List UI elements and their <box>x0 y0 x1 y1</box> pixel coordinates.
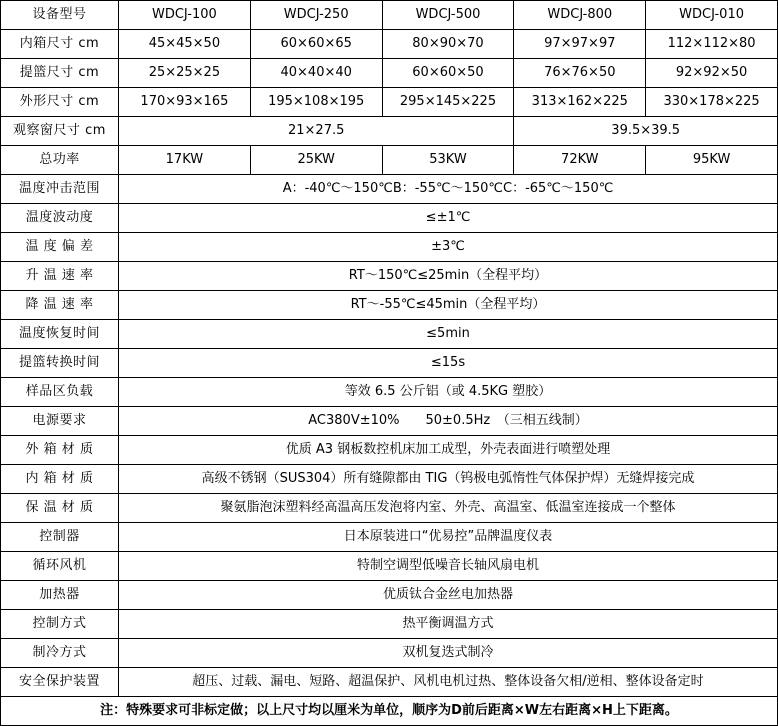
cell-inner-box-size: 45×45×50 <box>119 30 251 59</box>
cell-controller: 日本原装进口“优易控”品牌温度仪表 <box>119 523 778 552</box>
table-row <box>1 639 778 668</box>
table-row <box>1 465 778 494</box>
row-label-inner-box-size: 内箱尺寸 cm <box>1 30 119 59</box>
row-label-outer-size: 外形尺寸 cm <box>1 88 119 117</box>
table-row <box>1 668 778 697</box>
table-row <box>1 494 778 523</box>
row-label-sample-load: 样品区负载 <box>1 378 119 407</box>
cell-sample-load: 等效 6.5 公斤铝（或 4.5KG 塑胶） <box>119 378 778 407</box>
cell-basket-size: 76×76×50 <box>514 59 646 88</box>
model-cell: WDCJ-500 <box>382 1 514 30</box>
cell-basket-switch-time: ≤15s <box>119 349 778 378</box>
cell-outer-size: 195×108×195 <box>250 88 382 117</box>
model-cell: WDCJ-100 <box>119 1 251 30</box>
row-label-safety-devices: 安全保护装置 <box>1 668 119 697</box>
table-row <box>1 436 778 465</box>
table-row <box>1 204 778 233</box>
table-row <box>1 610 778 639</box>
row-label-power-requirement: 电源要求 <box>1 407 119 436</box>
row-label-inner-box-material: 内 箱 材 质 <box>1 465 119 494</box>
cell-total-power: 53KW <box>382 146 514 175</box>
row-label-circulation-fan: 循环风机 <box>1 552 119 581</box>
row-label-temp-recovery-time: 温度恢复时间 <box>1 320 119 349</box>
row-label-basket-switch-time: 提篮转换时间 <box>1 349 119 378</box>
row-label-temp-shock-range: 温度冲击范围 <box>1 175 119 204</box>
row-label-basket-size: 提篮尺寸 cm <box>1 59 119 88</box>
model-cell: WDCJ-800 <box>514 1 646 30</box>
cell-inner-box-size: 60×60×65 <box>250 30 382 59</box>
cell-total-power: 17KW <box>119 146 251 175</box>
cell-heating-rate: RT～150℃≤25min（全程平均） <box>119 262 778 291</box>
row-label-heating-rate: 升 温 速 率 <box>1 262 119 291</box>
table-row <box>1 117 778 146</box>
table-row <box>1 233 778 262</box>
row-label-refrigeration-method: 制冷方式 <box>1 639 119 668</box>
cell-basket-size: 25×25×25 <box>119 59 251 88</box>
cell-insulation-material: 聚氨脂泡沫塑料经高温高压发泡将内室、外壳、高温室、低温室连接成一个整体 <box>119 494 778 523</box>
cell-temp-deviation: ±3℃ <box>119 233 778 262</box>
row-label-model: 设备型号 <box>1 1 119 30</box>
table-row <box>1 349 778 378</box>
table-row <box>1 175 778 204</box>
cell-total-power: 72KW <box>514 146 646 175</box>
table-row <box>1 697 778 726</box>
row-label-temp-deviation: 温 度 偏 差 <box>1 233 119 262</box>
footer-note: 注：特殊要求可非标定做；以上尺寸均以厘米为单位，顺序为D前后距离×W左右距离×H上下距离。 <box>1 697 778 726</box>
table-body <box>1 1 778 726</box>
cell-inner-box-size: 97×97×97 <box>514 30 646 59</box>
row-label-total-power: 总功率 <box>1 146 119 175</box>
row-label-cooling-rate: 降 温 速 率 <box>1 291 119 320</box>
table-row <box>1 523 778 552</box>
table-row <box>1 1 778 30</box>
cell-window-size: 21×27.5 <box>119 117 514 146</box>
table-row <box>1 552 778 581</box>
cell-circulation-fan: 特制空调型低噪音长轴风扇电机 <box>119 552 778 581</box>
cell-power-requirement: AC380V±10% 50±0.5Hz （三相五线制） <box>119 407 778 436</box>
cell-outer-size: 295×145×225 <box>382 88 514 117</box>
cell-heater: 优质钛合金丝电加热器 <box>119 581 778 610</box>
cell-outer-size: 170×93×165 <box>119 88 251 117</box>
cell-temp-recovery-time: ≤5min <box>119 320 778 349</box>
cell-basket-size: 40×40×40 <box>250 59 382 88</box>
row-label-controller: 控制器 <box>1 523 119 552</box>
model-cell: WDCJ-250 <box>250 1 382 30</box>
row-label-outer-box-material: 外 箱 材 质 <box>1 436 119 465</box>
cell-window-size: 39.5×39.5 <box>514 117 778 146</box>
table-row <box>1 320 778 349</box>
row-label-control-method: 控制方式 <box>1 610 119 639</box>
table-row <box>1 88 778 117</box>
cell-total-power: 95KW <box>646 146 778 175</box>
table-row <box>1 407 778 436</box>
table-row <box>1 30 778 59</box>
cell-inner-box-size: 80×90×70 <box>382 30 514 59</box>
cell-total-power: 25KW <box>250 146 382 175</box>
row-label-window-size: 观察窗尺寸 cm <box>1 117 119 146</box>
cell-safety-devices: 超压、过载、漏电、短路、超温保护、风机电机过热、整体设备欠相/逆相、整体设备定时 <box>119 668 778 697</box>
cell-outer-size: 330×178×225 <box>646 88 778 117</box>
cell-temp-shock-range: A：-40℃～150℃B：-55℃～150℃C：-65℃～150℃ <box>119 175 778 204</box>
cell-basket-size: 60×60×50 <box>382 59 514 88</box>
table-row <box>1 378 778 407</box>
table-row <box>1 146 778 175</box>
cell-outer-box-material: 优质 A3 钢板数控机床加工成型，外壳表面进行喷塑处理 <box>119 436 778 465</box>
cell-refrigeration-method: 双机复迭式制冷 <box>119 639 778 668</box>
cell-cooling-rate: RT～-55℃≤45min（全程平均） <box>119 291 778 320</box>
table-row <box>1 59 778 88</box>
row-label-insulation-material: 保 温 材 质 <box>1 494 119 523</box>
cell-inner-box-material: 高级不锈钢（SUS304）所有缝隙都由 TIG（钨极电弧惰性气体保护焊）无缝焊接完成 <box>119 465 778 494</box>
row-label-temp-fluctuation: 温度波动度 <box>1 204 119 233</box>
table-row <box>1 262 778 291</box>
cell-temp-fluctuation: ≤±1℃ <box>119 204 778 233</box>
cell-outer-size: 313×162×225 <box>514 88 646 117</box>
cell-inner-box-size: 112×112×80 <box>646 30 778 59</box>
table-row <box>1 581 778 610</box>
model-cell: WDCJ-010 <box>646 1 778 30</box>
cell-control-method: 热平衡调温方式 <box>119 610 778 639</box>
row-label-heater: 加热器 <box>1 581 119 610</box>
cell-basket-size: 92×92×50 <box>646 59 778 88</box>
table-row <box>1 291 778 320</box>
